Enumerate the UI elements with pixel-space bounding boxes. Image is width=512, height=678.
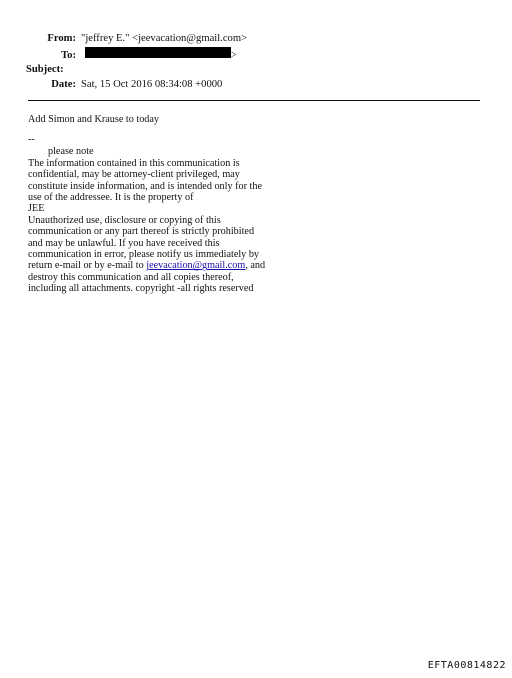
from-row <box>26 32 486 47</box>
document-id: EFTA00814822 <box>427 660 506 671</box>
note-heading: please note <box>48 146 94 158</box>
subject-row <box>26 63 486 78</box>
date-label: Date: <box>51 78 76 90</box>
from-label: From: <box>47 33 76 44</box>
email-body <box>28 114 328 295</box>
disclaimer-paragraph-2 <box>28 215 268 295</box>
to-row <box>26 47 486 64</box>
email-link[interactable]: jeevacation@gmail.com <box>146 260 246 272</box>
to-suffix: > <box>231 49 237 61</box>
redaction-block <box>85 47 231 58</box>
disclaimer-text-3: , and destroy this communication and all copies thereof, including all attachments. copyright -all rights reserved <box>28 260 266 295</box>
owner-initials: JEE <box>28 203 45 215</box>
date-value: Sat, 15 Oct 2016 08:34:08 +0000 <box>81 78 223 90</box>
header-divider <box>28 100 480 101</box>
disclaimer-text-2: Unauthorized use, disclosure or copying of this communication or any part thereof is strictly prohibited and may be unlawful. If you have received this communication in error, please notify us immediately by return e-mail or by e-mail to <box>28 214 260 272</box>
subject-label: Subject: <box>26 64 64 76</box>
email-header <box>26 32 486 92</box>
from-value: "jeffrey E." <jeevacation@gmail.com> <box>81 33 248 44</box>
disclaimer-paragraph-1: The information contained in this communication is confidential, may be attorney-client privileged, may constitute inside information, and is intended only for the use of the addressee. It is the property of <box>28 157 262 204</box>
to-label: To: <box>61 49 76 61</box>
message-text: Add Simon and Krause to today <box>28 114 160 125</box>
signature-separator: -- <box>28 134 35 146</box>
date-row <box>26 78 486 93</box>
